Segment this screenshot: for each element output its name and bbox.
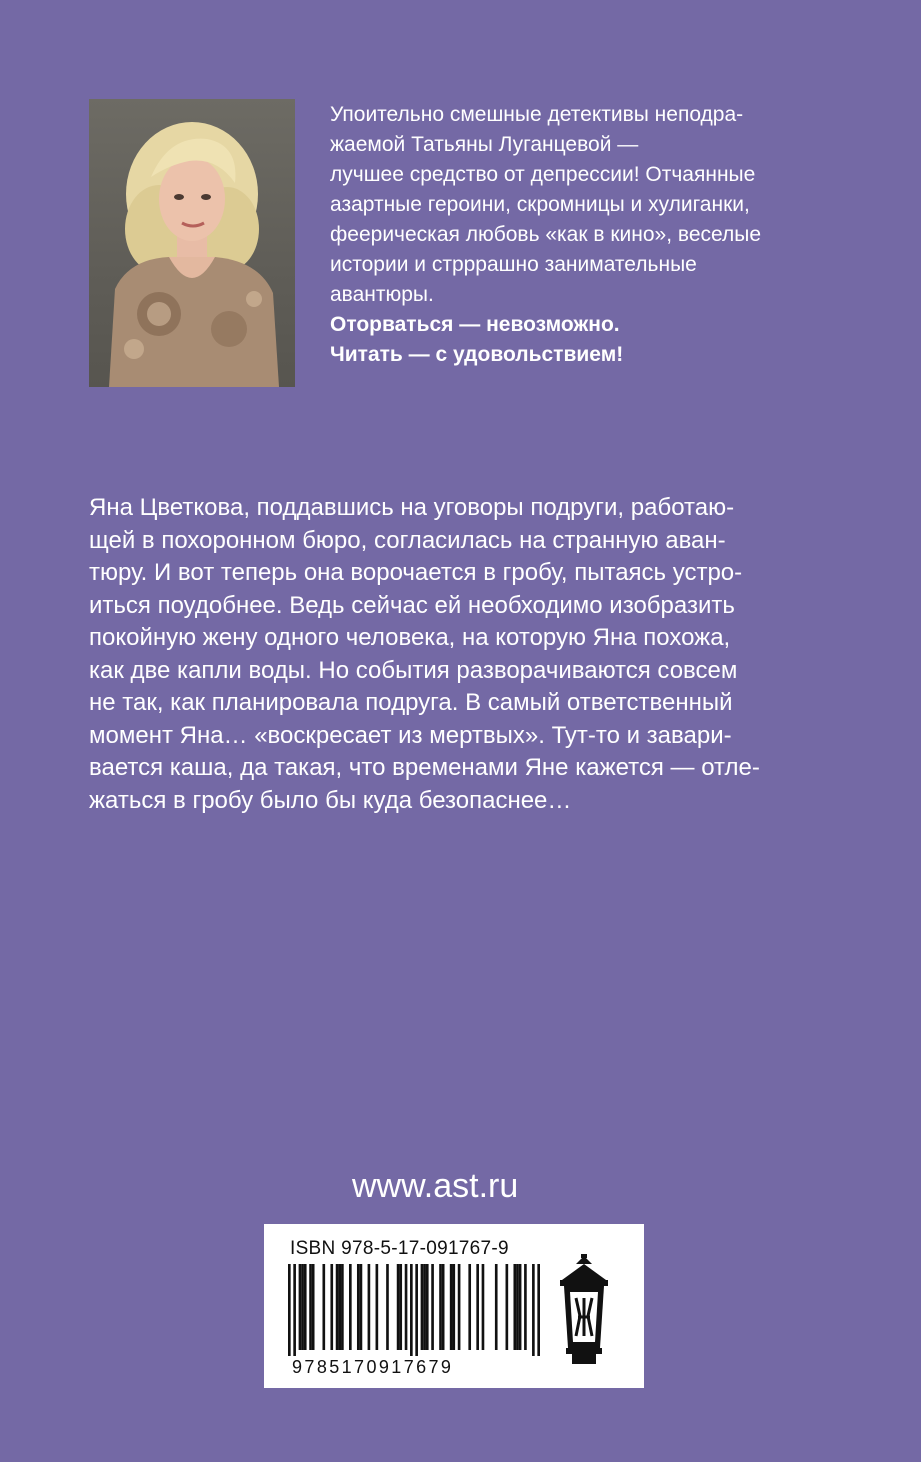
barcode-bar xyxy=(450,1264,453,1350)
synopsis-line: жаться в гробу было бы куда безопаснее… xyxy=(89,786,572,814)
barcode-bar xyxy=(452,1264,455,1350)
book-synopsis xyxy=(89,492,819,817)
intro-bold-line: Читать — с удовольствием! xyxy=(330,343,624,366)
synopsis-line: иться поудобнее. Ведь сейчас ей необходимо изобразить xyxy=(89,591,735,619)
barcode-bar xyxy=(442,1264,445,1350)
synopsis-line: Яна Цветкова, поддавшись на уговоры подруги, работаю- xyxy=(89,494,735,521)
synopsis-line: как две капли воды. Но события разворачиваются совсем xyxy=(89,656,738,684)
intro-text xyxy=(330,100,890,370)
barcode-bar xyxy=(506,1264,509,1350)
barcode-bar xyxy=(439,1264,442,1350)
publisher-lantern-logo-icon xyxy=(556,1254,612,1366)
barcode-bar xyxy=(458,1264,461,1350)
barcode-bar xyxy=(397,1264,400,1350)
barcode-bar xyxy=(468,1264,471,1350)
barcode-bar xyxy=(288,1264,291,1356)
barcode-bar xyxy=(513,1264,516,1350)
barcode-bar xyxy=(368,1264,371,1350)
barcode-bar xyxy=(312,1264,315,1350)
synopsis-line: щей в похоронном бюро, согласилась на странную аван- xyxy=(89,526,726,554)
barcode-bar xyxy=(532,1264,535,1356)
barcode-bar xyxy=(519,1264,522,1350)
barcode-bar xyxy=(301,1264,304,1350)
synopsis-line: вается каша, да такая, что временами Яне кажется — отле- xyxy=(89,754,760,781)
barcode-panel xyxy=(264,1224,644,1388)
barcode-bar xyxy=(405,1264,408,1350)
barcode-bar xyxy=(476,1264,479,1350)
intro-line: Упоительно смешные детективы неподра- xyxy=(330,103,744,126)
publisher-website[interactable]: www.ast.ru xyxy=(352,1167,519,1205)
barcode-bar xyxy=(349,1264,352,1350)
barcode-bar xyxy=(360,1264,363,1350)
barcode-bar xyxy=(386,1264,389,1350)
barcode-bar xyxy=(431,1264,434,1350)
synopsis-line: покойную жену одного человека, на которую Яна похожа, xyxy=(89,624,731,651)
barcode-digits: 9785170917679 xyxy=(292,1357,454,1377)
barcode-bar xyxy=(537,1264,540,1356)
barcode-bar xyxy=(376,1264,379,1350)
barcode-bar xyxy=(421,1264,424,1350)
barcode-bar xyxy=(423,1264,426,1350)
isbn-label: ISBN 978-5-17-091767-9 xyxy=(290,1238,509,1259)
barcode-bar xyxy=(399,1264,402,1350)
barcode-bar xyxy=(309,1264,312,1350)
barcode-bar xyxy=(516,1264,519,1350)
barcode-bar xyxy=(322,1264,325,1350)
barcode-bar xyxy=(426,1264,429,1350)
barcode-image xyxy=(288,1264,540,1356)
barcode-bar xyxy=(357,1264,360,1350)
author-portrait-image xyxy=(89,99,295,387)
barcode-bar xyxy=(293,1264,296,1356)
synopsis-line: тюру. И вот теперь она ворочается в гробу, пытаясь устро- xyxy=(89,559,743,586)
barcode-bar xyxy=(330,1264,333,1350)
synopsis-line: момент Яна… «воскресает из мертвых». Тут-то и завари- xyxy=(89,721,732,749)
barcode-bar xyxy=(410,1264,413,1356)
barcode-bar xyxy=(415,1264,418,1356)
barcode-bar xyxy=(299,1264,302,1350)
barcode-bar xyxy=(338,1264,341,1350)
barcode-bar xyxy=(304,1264,307,1350)
intro-bold-line: Оторваться — невозможно. xyxy=(330,313,620,336)
barcode-bar xyxy=(341,1264,344,1350)
intro-line: авантюры. xyxy=(330,283,434,306)
intro-line: лучшее средство от депрессии! Отчаянные xyxy=(330,163,756,186)
barcode-bar xyxy=(482,1264,485,1350)
intro-line: жаемой Татьяны Луганцевой — xyxy=(330,133,639,156)
barcode-bar xyxy=(495,1264,498,1350)
synopsis-line: не так, как планировала подруга. В самый ответственный xyxy=(89,689,733,716)
intro-line: истории и стрррашно занимательные xyxy=(330,253,697,276)
author-photo xyxy=(89,99,295,387)
intro-line: феерическая любовь «как в кино», веселые xyxy=(330,223,762,246)
barcode-bar xyxy=(336,1264,339,1350)
intro-line: азартные героини, скромницы и хулиганки, xyxy=(330,193,750,216)
barcode-bar xyxy=(524,1264,527,1350)
